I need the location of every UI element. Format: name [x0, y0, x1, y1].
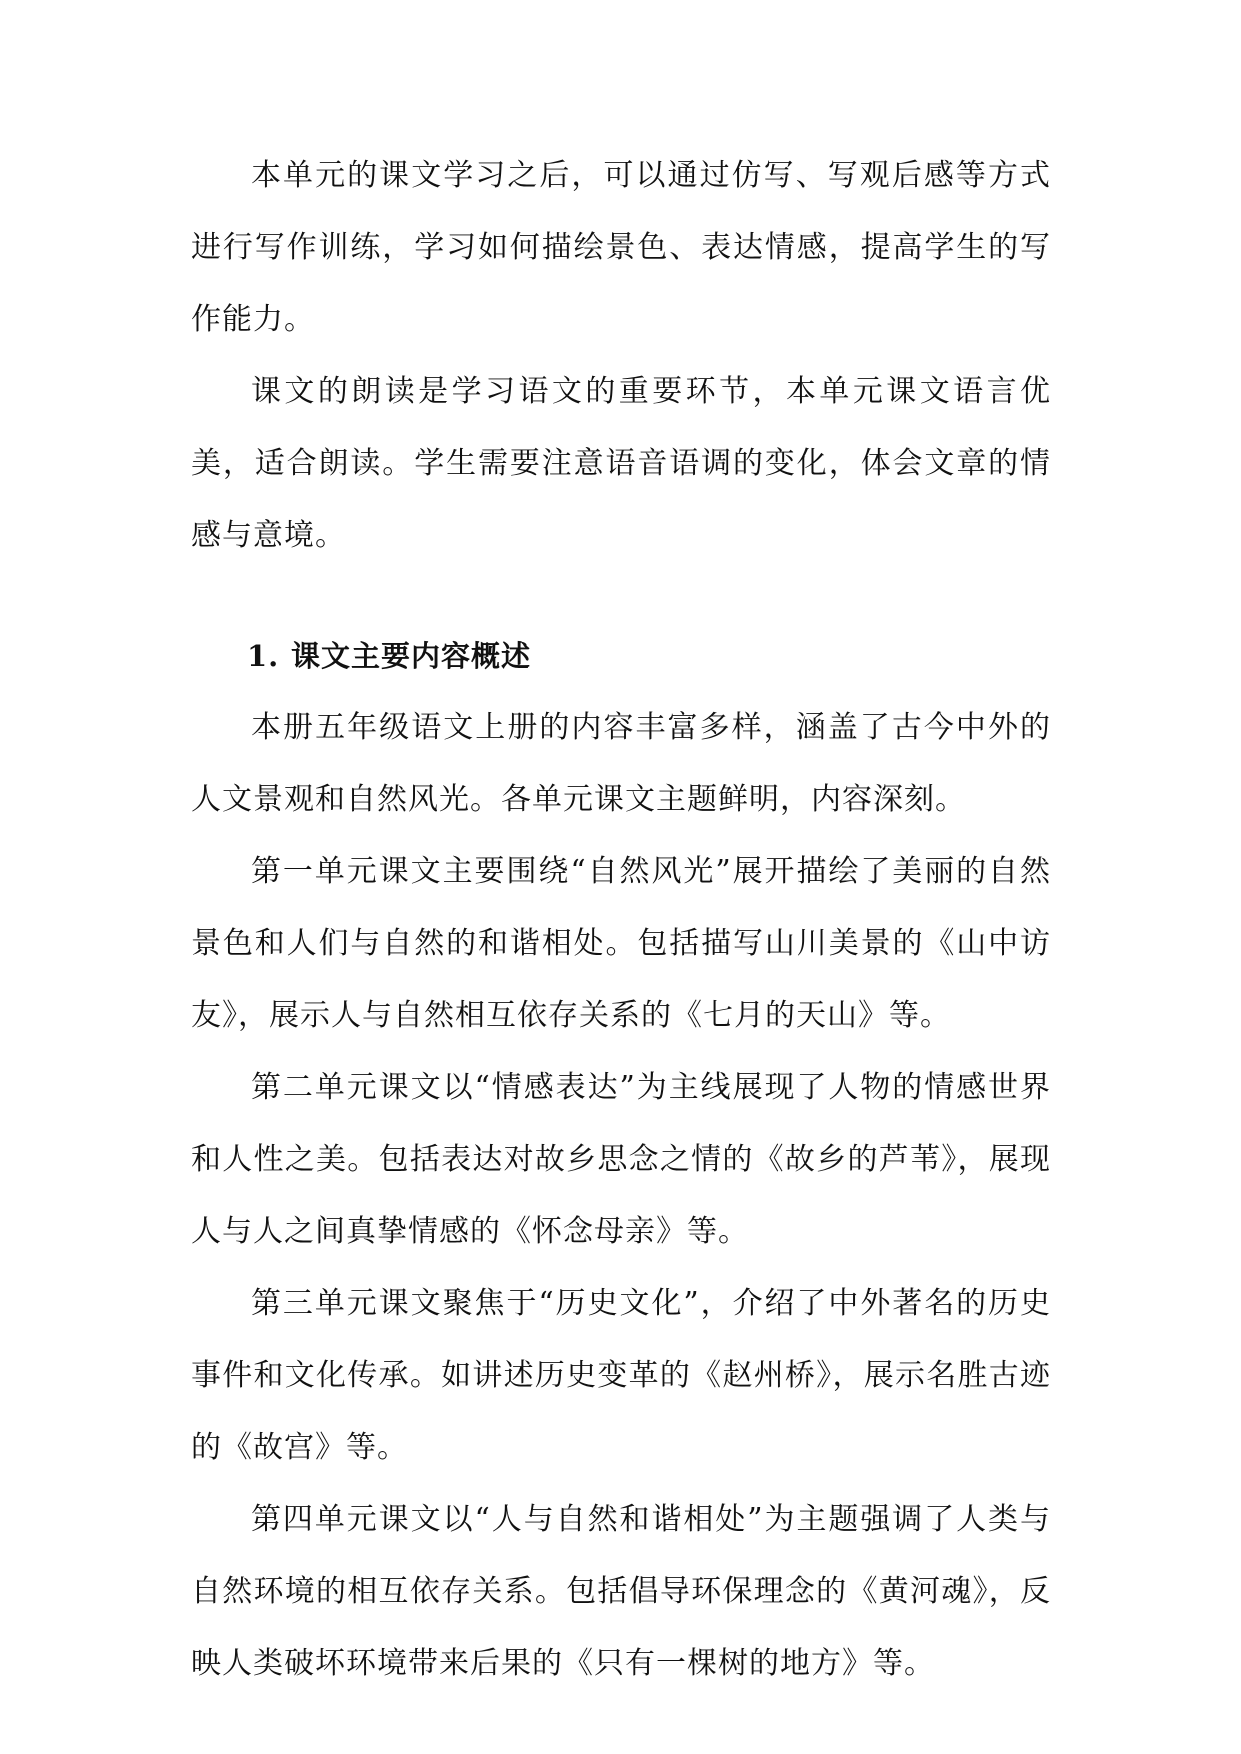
- paragraph-unit-one: 第一单元课文主要围绕“自然风光”展开描绘了美丽的自然景色和人们与自然的和谐相处。包括描写山川美景的《山中访友》，展示人与自然相互依存关系的《七月的天山》等。: [191, 854, 1051, 1033]
- document-body: [191, 140, 1051, 1700]
- section-number: 1.: [247, 639, 280, 673]
- paragraph-unit-two: 第二单元课文以“情感表达”为主线展现了人物的情感世界和人性之美。包括表达对故乡思念之情的《故乡的芦苇》，展现人与人之间真挚情感的《怀念母亲》等。: [191, 1070, 1051, 1249]
- paragraph-overview: 本册五年级语文上册的内容丰富多样，涵盖了古今中外的人文景观和自然风光。各单元课文主题鲜明，内容深刻。: [191, 710, 1051, 817]
- section-heading: [191, 620, 1051, 692]
- section-title: 课文主要内容概述: [291, 639, 532, 673]
- paragraph-writing-training: 本单元的课文学习之后，可以通过仿写、写观后感等方式进行写作训练，学习如何描绘景色、表达情感，提高学生的写作能力。: [191, 158, 1051, 337]
- paragraph-reading-aloud: 课文的朗读是学习语文的重要环节，本单元课文语言优美，适合朗读。学生需要注意语音语调的变化，体会文章的情感与意境。: [191, 374, 1051, 553]
- paragraph-unit-four: 第四单元课文以“人与自然和谐相处”为主题强调了人类与自然环境的相互依存关系。包括倡导环保理念的《黄河魂》，反映人类破坏环境带来后果的《只有一棵树的地方》等。: [191, 1502, 1051, 1681]
- paragraph-unit-three: 第三单元课文聚焦于“历史文化”，介绍了中外著名的历史事件和文化传承。如讲述历史变革的《赵州桥》，展示名胜古迹的《故宫》等。: [191, 1286, 1051, 1465]
